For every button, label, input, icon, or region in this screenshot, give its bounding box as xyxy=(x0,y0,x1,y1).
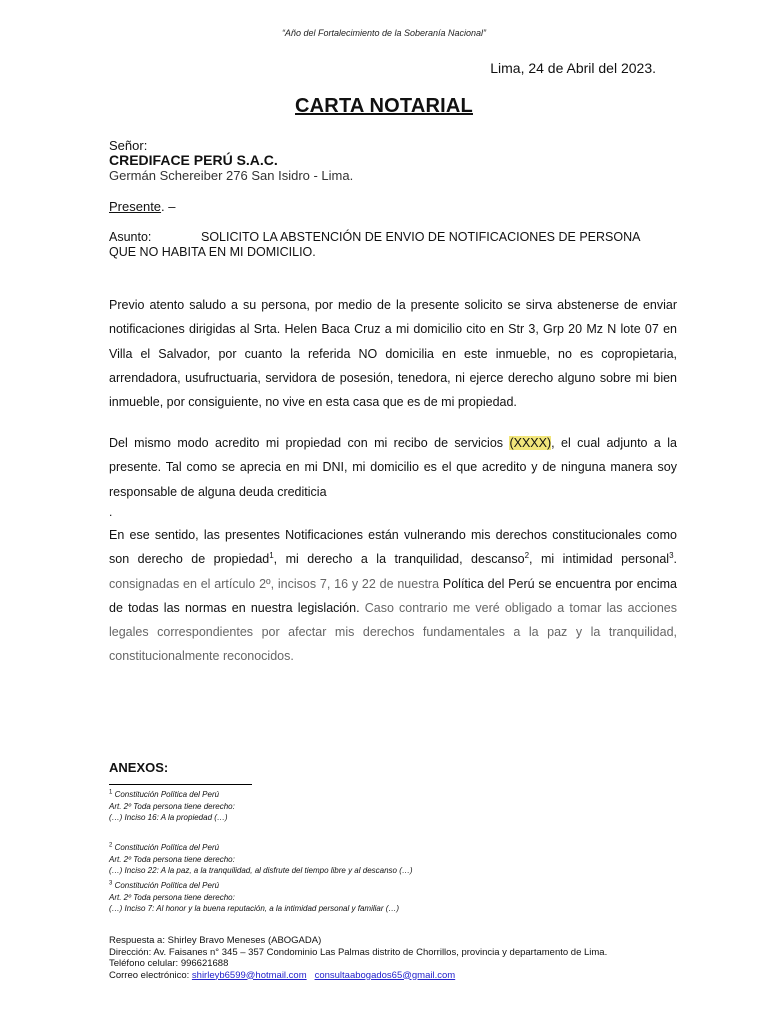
place-date: Lima, 24 de Abril del 2023. xyxy=(490,60,656,76)
footnote-2-title xyxy=(109,842,413,854)
footnote-3 xyxy=(109,880,399,915)
body-paragraph-2 xyxy=(109,431,677,504)
footnote-2 xyxy=(109,842,413,877)
email-link-gmail[interactable]: consultaabogados65@gmail.com xyxy=(314,969,456,981)
p3-text-e: Política del Perú se encuentra por encima de todas las normas en nuestra legislación xyxy=(109,576,677,615)
contact-email-label: Correo electrónico: xyxy=(109,969,192,981)
p3-text-f: . xyxy=(356,600,365,615)
p3-text-d: . xyxy=(673,552,677,567)
footnote-2-line-2: Art. 2º Toda persona tiene derecho: xyxy=(109,854,235,864)
footnote-ref-1[interactable]: 1 xyxy=(269,551,274,561)
footnote-3-title xyxy=(109,880,399,892)
presente-suffix: . – xyxy=(161,199,176,214)
annexes-heading: ANEXOS: xyxy=(109,760,169,775)
contact-reply-to: Respuesta a: Shirley Bravo Meneses (ABOGADA) xyxy=(109,935,322,946)
recipient-address: Germán Schereiber 276 San Isidro - Lima. xyxy=(109,168,354,183)
p3-text-c: , mi intimidad personal xyxy=(529,552,670,567)
recipient-label: Señor: xyxy=(109,138,148,153)
p3-text-a: En ese sentido, las presentes Notificaciones están vulnerando mis derechos constitucionales como son derecho de propiedad xyxy=(109,528,677,567)
footnote-ref-2[interactable]: 2 xyxy=(524,551,530,561)
email-link-hotmail[interactable]: shirleyb6599@hotmail.com xyxy=(191,969,307,981)
p3-grey-text-1: consignadas en el artículo 2º, incisos 7, 16 y 22 de nuestra xyxy=(109,576,443,591)
footnote-3-line-3: (…) Inciso 7: Al honor y la buena reputación, a la intimidad personal y familiar (…) xyxy=(109,904,400,913)
footnote-1-line-2: Art. 2º Toda persona tiene derecho: xyxy=(109,801,235,811)
subject-text: SOLICITO LA ABSTENCIÓN DE ENVIO DE NOTIFICACIONES DE PERSONA QUE NO HABITA EN MI DOMICILIO. xyxy=(109,230,640,259)
p2-text-a: Del mismo modo acredito mi propiedad con mi recibo de servicios xyxy=(109,436,510,450)
p3-text-b: , mi derecho a la tranquilidad, descanso xyxy=(273,552,525,567)
footnote-ref-3[interactable]: 3 xyxy=(669,551,674,561)
body-paragraph-3 xyxy=(109,523,677,669)
recipient-name: CREDIFACE PERÚ S.A.C. xyxy=(109,152,278,168)
contact-block xyxy=(109,935,607,981)
footnote-2-line-3: (…) Inciso 22: A la paz, a la tranquilidad, al disfrute del tiempo libre y al descanso (…) xyxy=(109,866,413,875)
contact-phone: Teléfono celular: 996621688 xyxy=(109,958,229,969)
p2-text-b: , el cual adjunto a la presente. Tal como se aprecia en mi DNI, mi domicilio es el que acredito y de ninguna manera soy responsable de alguna deuda crediticia xyxy=(109,436,677,499)
header-motto: “Año del Fortalecimiento de la Soberanía Nacional” xyxy=(281,28,487,38)
stray-period: . xyxy=(109,505,113,519)
footnote-1-title xyxy=(109,789,235,801)
footnote-1-line-1: Constitución Política del Perú xyxy=(114,790,220,799)
subject-line xyxy=(109,230,669,260)
body-paragraph-1: Previo atento saludo a su persona, por medio de la presente solicito se sirva abstenerse de enviar notificaciones dirigidas al Srta. Helen Baca Cruz a mi domicilio cito en Str 3, Grp 20 Mz N lote 07 en Villa el Salvador, por cuanto la referida NO domicilia en este inmueble, no es copropietaria, arrendadora, usufructuaria, servidora de posesión, tenedora, ni ejerce derecho alguno sobre mi bien inmueble, por consiguiente, no vive en esta casa que es de mi propiedad. xyxy=(109,298,677,410)
footnote-1 xyxy=(109,789,235,824)
presente-line xyxy=(109,199,176,214)
footnote-2-number: 2 xyxy=(109,842,113,849)
footnote-2-line-1: Constitución Política del Perú xyxy=(114,843,220,852)
footnote-3-number: 3 xyxy=(109,880,113,887)
footnote-1-line-3: (…) Inciso 16: A la propiedad (…) xyxy=(109,813,228,822)
footnote-3-line-2: Art. 2º Toda persona tiene derecho: xyxy=(109,892,235,902)
subject-label: Asunto: xyxy=(109,230,152,244)
contact-address: Dirección: Av. Faisanes n° 345 – 357 Condominio Las Palmas distrito de Chorrillos, provincia y departamento de Lima. xyxy=(109,946,608,958)
footnote-separator xyxy=(109,784,252,785)
p3-grey-text-2: Caso contrario me veré obligado a tomar las acciones legales correspondientes por afectar mis derechos fundamentales a la paz y la tranquilidad, constitucionalmente reconocidos. xyxy=(109,600,677,664)
presente-word: Presente xyxy=(109,199,162,214)
footnote-3-line-1: Constitución Política del Perú xyxy=(114,881,220,890)
contact-email-line xyxy=(109,970,607,982)
highlighted-placeholder: (XXXX) xyxy=(509,436,552,450)
document-title: CARTA NOTARIAL xyxy=(295,95,473,117)
footnote-1-number: 1 xyxy=(109,789,113,796)
